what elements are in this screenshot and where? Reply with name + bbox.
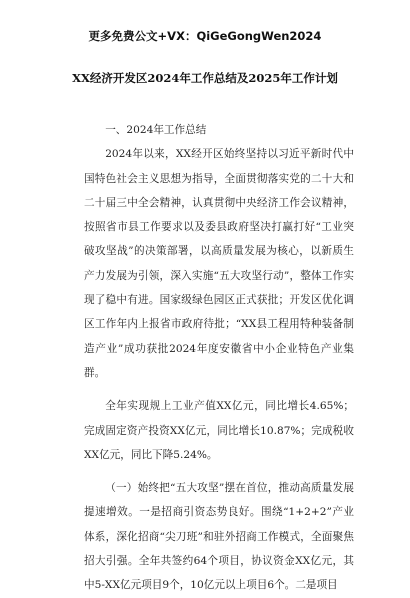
- paragraph-figures: 全年实现规上工业产值XX亿元，同比增长4.65%；完成固定资产投资XX亿元，同比增长10.87%；完成税收XX亿元，同比下降5.24%。: [84, 400, 354, 461]
- document-title: XX经济开发区2024年工作总结及2025年工作计划: [72, 71, 338, 85]
- paragraph-five-tasks: （一）始终把“五大攻坚”摆在首位，推动高质量发展提速增效。一是招商引资态势良好。围绕“1+2+2”产业体系，深化招商“尖刀班”和驻外招商工作模式，全面聚焦招大引强。全年共签约64个项目，协议资金XX亿元，其中5-XX亿元项目9个，10亿元以上项目6个。二是项目: [84, 482, 354, 592]
- section-heading: 一、2024年工作总结: [105, 124, 207, 136]
- watermark-header: 更多免费公文+VX：QiGeGongWen2024: [88, 29, 322, 43]
- document-body: [84, 118, 354, 598]
- paragraph-overview: 2024年以来，XX经开区始终坚持以习近平新时代中国特色社会主义思想为指导，全面贯彻落实党的二十大和二十届三中全会精神，认真贯彻中央经济工作会议精神，按照省市县工作要求以及委县政府坚决打赢打好“工业突破攻坚战”的决策部署，以高质量发展为核心，以新质生产力发展为引领，深入实施“五大攻坚行动”，整体工作实现了稳中有进。国家级绿色园区正式获批；开发区优化调区工作年内上报省市政府待批；“XX县工程用特种装备制造产业”成功获批2024年度安徽省中小企业特色产业集群。: [84, 148, 354, 379]
